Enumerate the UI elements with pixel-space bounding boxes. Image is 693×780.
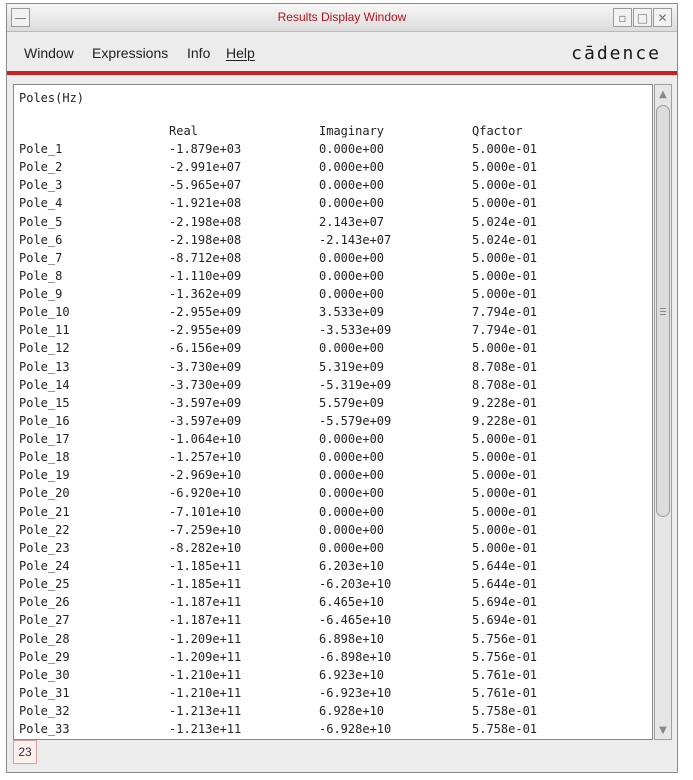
pole-imaginary: -6.923e+10 (319, 685, 392, 700)
pole-imaginary: 3.533e+09 (319, 305, 385, 320)
pole-name: Pole_4 (19, 196, 63, 211)
pole-qfactor: 5.024e-01 (472, 232, 538, 247)
pole-qfactor: 5.000e-01 (472, 540, 538, 555)
pole-qfactor: 5.000e-01 (472, 522, 538, 537)
pole-imaginary: -5.319e+09 (319, 377, 392, 392)
maximize-icon[interactable]: □ (633, 8, 652, 27)
pole-qfactor: 5.000e-01 (472, 250, 538, 265)
pole-real: -1.187e+11 (169, 613, 242, 628)
results-display-window (6, 3, 678, 773)
pole-real: -1.185e+11 (169, 577, 242, 592)
column-header-real: Real (169, 124, 198, 138)
pole-qfactor: 5.000e-01 (472, 432, 538, 447)
pole-imaginary: 0.000e+00 (319, 196, 385, 211)
pole-real: -3.730e+09 (169, 377, 242, 392)
pole-real: -1.110e+09 (169, 268, 242, 283)
pole-imaginary: 0.000e+00 (319, 432, 385, 447)
pole-qfactor: 5.000e-01 (472, 196, 538, 211)
pole-real: -1.210e+11 (169, 667, 242, 682)
pole-qfactor: 5.024e-01 (472, 214, 538, 229)
grip-line (660, 314, 666, 315)
pole-name: Pole_7 (19, 250, 63, 265)
pole-real: -2.991e+07 (169, 160, 242, 175)
pole-imaginary: 0.000e+00 (319, 178, 385, 193)
grip-line (660, 308, 666, 309)
pole-imaginary: 0.000e+00 (319, 268, 385, 283)
results-text-area[interactable] (13, 84, 653, 740)
pole-name: Pole_31 (19, 685, 70, 700)
pole-real: -8.282e+10 (169, 540, 242, 555)
pole-qfactor: 5.000e-01 (472, 468, 538, 483)
pole-qfactor: 5.694e-01 (472, 595, 538, 610)
pole-imaginary: 0.000e+00 (319, 522, 385, 537)
pole-name: Pole_8 (19, 268, 63, 283)
pole-qfactor: 5.000e-01 (472, 504, 538, 519)
pole-name: Pole_2 (19, 160, 63, 175)
pole-real: -3.597e+09 (169, 395, 242, 410)
pole-name: Pole_13 (19, 359, 70, 374)
pole-name: Pole_27 (19, 613, 70, 628)
pole-imaginary: 5.579e+09 (319, 395, 385, 410)
pole-name: Pole_11 (19, 323, 70, 338)
results-heading: Poles(Hz) (19, 91, 85, 105)
menu-info[interactable]: Info (187, 45, 211, 61)
column-header-imaginary: Imaginary (319, 124, 385, 138)
menu-window[interactable]: Window (24, 45, 74, 61)
pole-real: -1.185e+11 (169, 558, 242, 573)
scroll-down-icon[interactable]: ▼ (659, 724, 667, 736)
pole-qfactor: 8.708e-01 (472, 377, 538, 392)
pole-name: Pole_19 (19, 468, 70, 483)
pole-real: -1.064e+10 (169, 432, 242, 447)
pole-name: Pole_29 (19, 649, 70, 664)
pole-real: -6.920e+10 (169, 486, 242, 501)
pole-real: -3.597e+09 (169, 413, 242, 428)
pole-real: -1.209e+11 (169, 631, 242, 646)
pole-imaginary: -5.579e+09 (319, 413, 392, 428)
pole-imaginary: -3.533e+09 (319, 323, 392, 338)
pole-real: -7.101e+10 (169, 504, 242, 519)
pole-qfactor: 5.644e-01 (472, 558, 538, 573)
pole-imaginary: 6.203e+10 (319, 558, 385, 573)
pole-name: Pole_3 (19, 178, 63, 193)
pole-imaginary: 0.000e+00 (319, 504, 385, 519)
pole-imaginary: 0.000e+00 (319, 468, 385, 483)
pole-imaginary: 0.000e+00 (319, 142, 385, 156)
pole-qfactor: 5.758e-01 (472, 722, 538, 737)
pole-name: Pole_32 (19, 704, 70, 719)
pole-real: -1.879e+03 (169, 142, 242, 156)
pole-qfactor: 5.000e-01 (472, 142, 538, 156)
pole-name: Pole_17 (19, 432, 70, 447)
pole-name: Pole_25 (19, 577, 70, 592)
pole-imaginary: 2.143e+07 (319, 214, 385, 229)
pole-imaginary: 0.000e+00 (319, 540, 385, 555)
pole-name: Pole_14 (19, 377, 70, 392)
cadence-logo: cādence (571, 43, 661, 64)
pole-name: Pole_30 (19, 667, 70, 682)
pole-name: Pole_12 (19, 341, 70, 356)
column-header-row (14, 124, 523, 142)
pole-name: Pole_15 (19, 395, 70, 410)
pole-real: -1.210e+11 (169, 685, 242, 700)
pole-qfactor: 5.644e-01 (472, 577, 538, 592)
pole-imaginary: -6.898e+10 (319, 649, 392, 664)
pole-name: Pole_22 (19, 522, 70, 537)
pole-real: -8.712e+08 (169, 250, 242, 265)
pole-name: Pole_16 (19, 413, 70, 428)
pole-qfactor: 5.761e-01 (472, 685, 538, 700)
pole-real: -1.213e+11 (169, 722, 242, 737)
pole-qfactor: 7.794e-01 (472, 305, 538, 320)
pole-imaginary: 0.000e+00 (319, 250, 385, 265)
pole-imaginary: 0.000e+00 (319, 160, 385, 175)
pole-qfactor: 5.758e-01 (472, 704, 538, 719)
pole-real: -3.730e+09 (169, 359, 242, 374)
pole-imaginary: 0.000e+00 (319, 341, 385, 356)
pole-qfactor: 5.000e-01 (472, 341, 538, 356)
pole-real: -2.955e+09 (169, 323, 242, 338)
pole-real: -1.213e+11 (169, 704, 242, 719)
pole-name: Pole_33 (19, 722, 70, 737)
pole-imaginary: 6.923e+10 (319, 667, 385, 682)
accent-divider (7, 71, 677, 75)
pole-qfactor: 5.000e-01 (472, 450, 538, 465)
pole-imaginary: 0.000e+00 (319, 450, 385, 465)
status-count: 23 (13, 740, 37, 764)
pole-name: Pole_18 (19, 450, 70, 465)
column-header-qfactor: Qfactor (472, 124, 523, 138)
pole-name: Pole_10 (19, 305, 70, 320)
grip-line (660, 311, 666, 312)
pole-name: Pole_21 (19, 504, 70, 519)
pole-imaginary: -6.465e+10 (319, 613, 392, 628)
pole-real: -7.259e+10 (169, 522, 242, 537)
pole-name: Pole_1 (19, 142, 63, 156)
pole-name: Pole_9 (19, 287, 63, 302)
minimize-icon[interactable]: ▫ (613, 8, 632, 27)
pole-imaginary: 5.319e+09 (319, 359, 385, 374)
pole-real: -2.969e+10 (169, 468, 242, 483)
pole-real: -1.209e+11 (169, 649, 242, 664)
pole-qfactor: 5.000e-01 (472, 287, 538, 302)
pole-name: Pole_23 (19, 540, 70, 555)
pole-name: Pole_5 (19, 214, 63, 229)
pole-qfactor: 8.708e-01 (472, 359, 538, 374)
pole-name: Pole_28 (19, 631, 70, 646)
vertical-scrollbar[interactable] (654, 84, 672, 740)
pole-qfactor: 5.000e-01 (472, 160, 538, 175)
pole-imaginary: -6.203e+10 (319, 577, 392, 592)
pole-name: Pole_20 (19, 486, 70, 501)
pole-real: -1.921e+08 (169, 196, 242, 211)
menu-expressions[interactable]: Expressions (92, 45, 169, 61)
pole-real: -6.156e+09 (169, 341, 242, 356)
window-title: Results Display Window (277, 10, 407, 24)
pole-qfactor: 9.228e-01 (472, 413, 538, 428)
pole-imaginary: 6.898e+10 (319, 631, 385, 646)
pole-real: -1.362e+09 (169, 287, 242, 302)
title-bar[interactable] (7, 4, 677, 32)
pole-imaginary: 0.000e+00 (319, 287, 385, 302)
pole-qfactor: 9.228e-01 (472, 395, 538, 410)
scroll-thumb[interactable] (656, 105, 670, 517)
window-menu-icon[interactable]: — (11, 8, 30, 27)
pole-qfactor: 5.000e-01 (472, 178, 538, 193)
pole-qfactor: 5.000e-01 (472, 268, 538, 283)
pole-name: Pole_24 (19, 558, 70, 573)
menu-bar (7, 33, 677, 71)
close-icon[interactable]: ✕ (653, 8, 672, 27)
pole-qfactor: 5.694e-01 (472, 613, 538, 628)
pole-name: Pole_26 (19, 595, 70, 610)
pole-imaginary: 0.000e+00 (319, 486, 385, 501)
pole-qfactor: 5.756e-01 (472, 631, 538, 646)
scroll-up-icon[interactable]: ▲ (659, 88, 667, 100)
pole-qfactor: 7.794e-01 (472, 323, 538, 338)
menu-help[interactable]: Help (226, 45, 255, 61)
pole-real: -2.198e+08 (169, 232, 242, 247)
pole-imaginary: 6.928e+10 (319, 704, 385, 719)
pole-real: -2.955e+09 (169, 305, 242, 320)
pole-real: -1.187e+11 (169, 595, 242, 610)
pole-qfactor: 5.000e-01 (472, 486, 538, 501)
pole-imaginary: 6.465e+10 (319, 595, 385, 610)
pole-imaginary: -6.928e+10 (319, 722, 392, 737)
pole-imaginary: -2.143e+07 (319, 232, 392, 247)
pole-real: -1.257e+10 (169, 450, 242, 465)
pole-qfactor: 5.761e-01 (472, 667, 538, 682)
pole-real: -5.965e+07 (169, 178, 242, 193)
pole-qfactor: 5.756e-01 (472, 649, 538, 664)
pole-name: Pole_6 (19, 232, 63, 247)
pole-real: -2.198e+08 (169, 214, 242, 229)
